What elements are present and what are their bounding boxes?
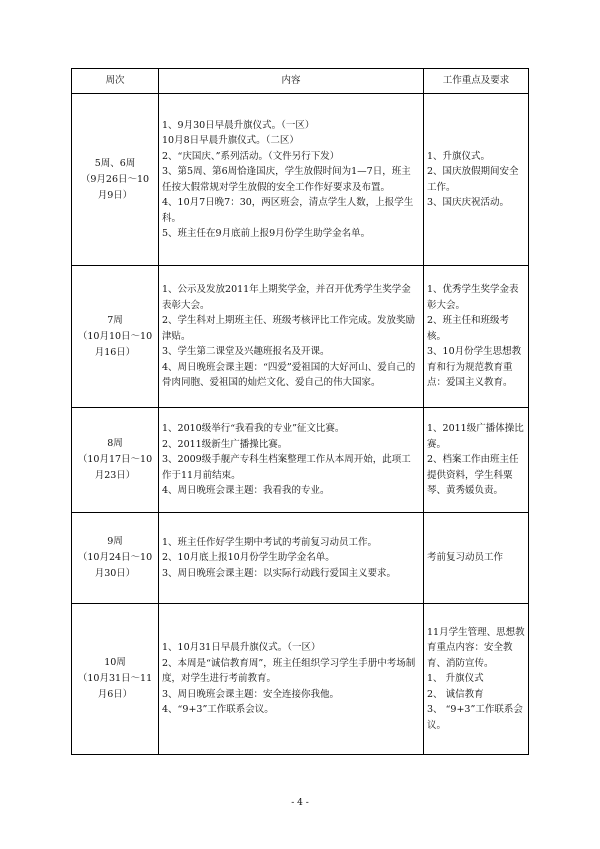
week-line: （10月31日～11: [77, 673, 153, 684]
content-line: 3、周日晚班会课主题：安全连接你我他。: [162, 688, 340, 700]
focus-cell: [424, 94, 529, 266]
week-line: 10周: [104, 657, 126, 668]
content-line: 1、2010级举行“我看我的专业”征文比赛。: [162, 423, 345, 435]
focus-cell: [424, 408, 529, 513]
focus-line: 1、升旗仪式。: [427, 150, 491, 162]
content-line: 1、10月31日早晨升旗仪式。（一区）: [162, 642, 321, 654]
content-line: 3、2009级手舰产专科生档案整理工作从本周开始，此项工作于11月前结束。: [162, 454, 411, 481]
focus-line: 2、 诚信教育: [427, 688, 484, 700]
header-row: [72, 69, 529, 94]
focus-line: 11月学生管理、思想教育重点内容：安全教育、消防宣传。: [427, 626, 525, 669]
week-line: 月30日）: [94, 568, 136, 579]
header-content: 内容: [159, 69, 424, 94]
week-line: （10月24日～10: [77, 552, 153, 563]
content-line: 3、第5周、第6周恰逢国庆，学生放假时间为1—7日，班主任按大假常规对学生放假的安全工作作好要求及布置。: [162, 166, 411, 193]
content-line: 2、2011级新生广播操比赛。: [162, 438, 288, 450]
content-line: 2、本周是“诚信教育周”，班主任组织学习学生手册中考场制度，对学生进行考前教育。: [162, 657, 416, 685]
week-line: 月16日）: [94, 346, 136, 358]
header-week: 周次: [72, 69, 159, 94]
week-line: 5周、6周: [94, 157, 136, 169]
content-line: 2、学生科对上期班主任、班级考核评比工作完成。发放奖励津贴。: [162, 315, 416, 342]
content-line: 4、周日晚班会课主题：我看我的专业。: [162, 485, 330, 497]
content-line: 4、周日晚班会课主题：“四爱”爱祖国的大好河山、爱自己的骨肉同胞、爱祖国的灿烂文化、爱自己的伟大国家。: [162, 361, 416, 389]
week-line: 月6日）: [97, 689, 133, 700]
week-cell: [72, 604, 159, 755]
week-cell: [72, 94, 159, 266]
content-line: 3、学生第二课堂及兴趣班报名及开课。: [162, 346, 330, 358]
focus-line: 考前复习动员工作: [427, 552, 504, 564]
week-line: （10月10日～10: [77, 330, 153, 342]
week-cell: [72, 513, 159, 604]
focus-cell: [424, 266, 529, 408]
table-row: [72, 94, 529, 266]
header-focus: 工作重点及要求: [424, 69, 529, 94]
focus-line: 3、10月份学生思想教育和行为规范教育重点：爱国主义教育。: [427, 346, 522, 389]
focus-line: 2、国庆放假期间安全工作。: [427, 166, 519, 193]
content-line: 4、“9+3”工作联系会议。: [162, 704, 274, 716]
week-line: 8周: [107, 438, 123, 449]
focus-cell: [424, 604, 529, 755]
content-cell: [159, 513, 424, 604]
content-line: 1、班主任作好学生期中考试的考前复习动员工作。: [162, 536, 378, 548]
focus-line: 1、 升旗仪式: [427, 673, 484, 685]
week-line: 9周: [107, 536, 123, 547]
week-cell: [72, 266, 159, 408]
week-line: 月23日）: [94, 470, 136, 481]
table-row: [72, 408, 529, 513]
schedule-table: [71, 68, 529, 755]
table-row: [72, 604, 529, 755]
content-line: 3、周日晚班会课主题：以实际行动践行爱国主义要求。: [162, 567, 397, 579]
week-line: （10月17日～10: [77, 454, 153, 465]
content-cell: [159, 604, 424, 755]
content-line: 2、10月底上报10月份学生助学金名单。: [162, 552, 335, 564]
content-line: 4、10月7日晚7：30，两区班会，清点学生人数，上报学生科。: [162, 197, 414, 224]
content-line: 2、“庆国庆、”系列活动。（文件另行下发）: [162, 150, 340, 162]
page-number: - 4 -: [291, 798, 309, 808]
focus-line: 3、 “9+3”工作联系会议。: [427, 704, 523, 731]
focus-cell: [424, 513, 529, 604]
week-line: 7周: [107, 314, 123, 326]
table-row: [72, 513, 529, 604]
table-row: [72, 266, 529, 408]
content-line: 1、9月30日早晨升旗仪式。（一区）: [162, 119, 315, 131]
content-line: 5、班主任在9月底前上报9月份学生助学金名单。: [162, 228, 371, 239]
content-cell: [159, 94, 424, 266]
focus-line: 1、2011级广播体操比赛。: [427, 423, 524, 450]
focus-line: 3、国庆庆祝活动。: [427, 197, 510, 208]
focus-line: 1、优秀学生奖学金表彰大会。: [427, 284, 519, 311]
week-cell: [72, 408, 159, 513]
week-line: 月9日）: [97, 189, 133, 201]
focus-line: 2、档案工作由班主任提供资料，学生科粟琴、黄秀媛负责。: [427, 454, 519, 497]
content-cell: [159, 266, 424, 408]
week-line: （9月26日～10: [80, 173, 150, 185]
content-cell: [159, 408, 424, 513]
focus-line: 2、班主任和班级考核。: [427, 315, 510, 342]
content-line: 1、公示及发放2011年上期奖学金，并召开优秀学生奖学金表彰大会。: [162, 284, 411, 311]
content-line: 10月8日早晨升旗仪式。（二区）: [162, 135, 299, 146]
